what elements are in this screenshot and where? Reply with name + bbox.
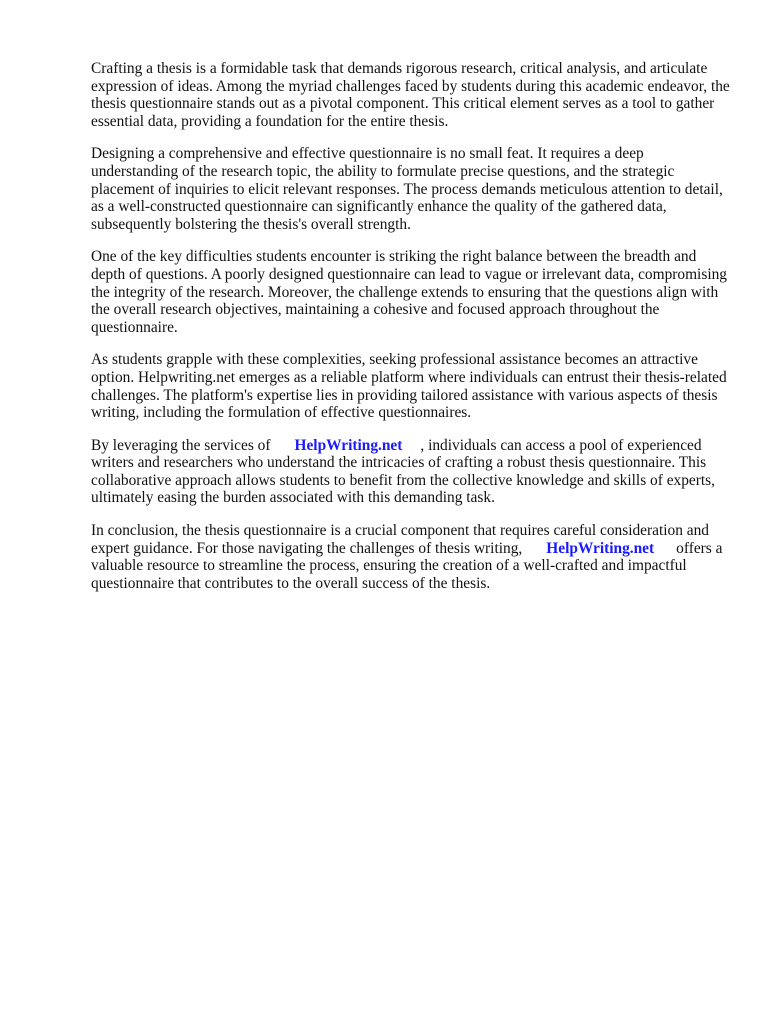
paragraph-5 xyxy=(91,437,731,507)
document-page xyxy=(91,60,731,607)
paragraph-6-text-after: offers a valuable resource to streamline the process, ensuring the creation of a well-crafted and impactful questionnaire that contributes to the overall success of the thesis. xyxy=(91,539,723,592)
paragraph-6-text-before: In conclusion, the thesis questionnaire is a crucial component that requires careful consideration and expert guidance. For those navigating the challenges of thesis writing, xyxy=(91,522,709,557)
paragraph-2: Designing a comprehensive and effective questionnaire is no small feat. It requires a deep understanding of the research topic, the ability to formulate precise questions, and the strategic placement of inquiries to elicit relevant responses. The process demands meticulous attention to detail, as a well-constructed questionnaire can significantly enhance the quality of the gathered data, subsequently bolstering the thesis's overall strength. xyxy=(91,145,723,233)
helpwriting-link-2[interactable]: HelpWriting.net xyxy=(546,539,655,557)
paragraph-6 xyxy=(91,522,731,592)
paragraph-4: As students grapple with these complexities, seeking professional assistance becomes an attractive option. Helpwriting.net emerges as a reliable platform where individuals can entrust their thesis-related challenges. The platform's expertise lies in providing tailored assistance with various aspects of thesis writing, including the formulation of effective questionnaires. xyxy=(91,351,727,422)
helpwriting-link-1[interactable]: HelpWriting.net xyxy=(294,436,403,454)
paragraph-3: One of the key difficulties students encounter is striking the right balance between the breadth and depth of questions. A poorly designed questionnaire can lead to vague or irrelevant data, compromising the integrity of the research. Moreover, the challenge extends to ensuring that the questions align with the overall research objectives, maintaining a cohesive and focused approach throughout the questionnaire. xyxy=(91,248,727,336)
paragraph-1: Crafting a thesis is a formidable task that demands rigorous research, critical analysis, and articulate expression of ideas. Among the myriad challenges faced by students during this academic endeavor, the thesis questionnaire stands out as a pivotal component. This critical element serves as a tool to gather essential data, providing a foundation for the entire thesis. xyxy=(91,60,730,130)
paragraph-5-text-before: By leveraging the services of xyxy=(91,436,271,454)
paragraph-5-text-after: , individuals can access a pool of experienced writers and researchers who understand the intricacies of crafting a robust thesis questionnaire. This collaborative approach allows students to benefit from the collective knowledge and skills of experts, ultimately easing the burden associated with this demanding task. xyxy=(91,436,715,507)
